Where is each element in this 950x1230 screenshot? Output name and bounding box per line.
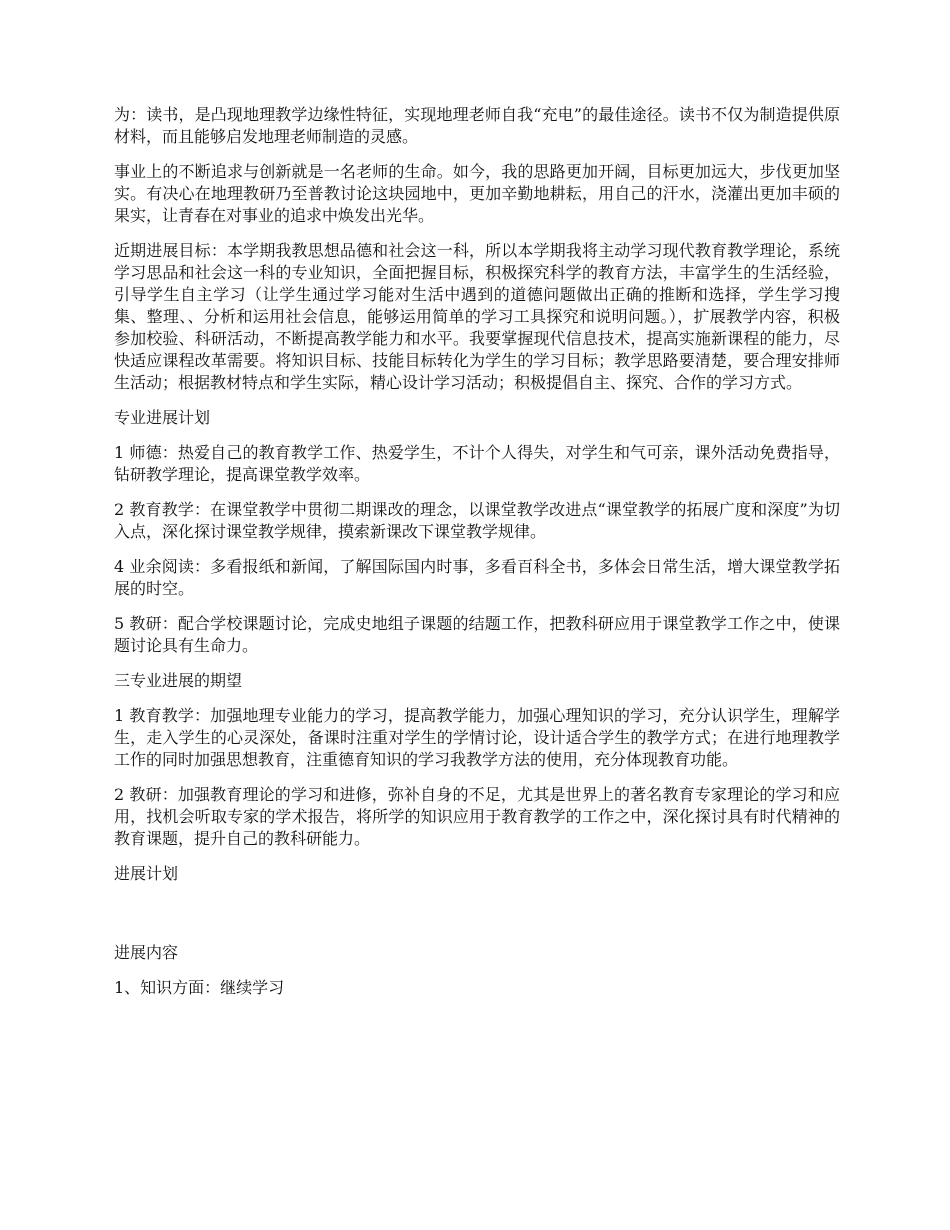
list-item-expectation-research: 2 教研：加强教育理论的学习和进修，弥补自身的不足，尤其是世界上的著名教育专家理论的学习和应用，找机会听取专家的学术报告，将所学的知识应用于教育教学的工作之中，深化探讨具有时代精神的教育课题，提升自己的教科研能力。 — [114, 785, 840, 848]
heading-expectations: 三专业进展的期望 — [114, 671, 243, 690]
document-body — [114, 104, 840, 1012]
heading-professional-plan: 专业进展计划 — [114, 408, 211, 427]
paragraph-career: 事业上的不断追求与创新就是一名老师的生命。如今，我的思路更加开阔，目标更加远大，步伐更加坚实。有决心在地理教研乃至普教讨论这块园地中，更加辛勤地耕耘，用自己的汗水，浇灌出更加丰硕的果实，让青春在对事业的追求中焕发出光华。 — [114, 162, 840, 225]
list-item-reading: 4 业余阅读：多看报纸和新闻，了解国际国内时事，多看百科全书，多体会日常生活，增大课堂教学拓展的时空。 — [114, 557, 840, 598]
list-item-expectation-teaching: 1 教育教学：加强地理专业能力的学习，提高教学能力，加强心理知识的学习，充分认识学生，理解学生，走入学生的心灵深处，备课时注重对学生的学情讨论，设计适合学生的教学方式；在进行地理教学工作的同时加强思想教育，注重德育知识的学习我教学方法的使用，充分体现教育功能。 — [114, 706, 840, 769]
heading-progress-plan: 进展计划 — [114, 864, 179, 883]
heading-progress-content: 进展内容 — [114, 943, 179, 962]
list-item-teaching: 2 教育教学：在课堂教学中贯彻二期课改的理念，以课堂教学改进点“课堂教学的拓展广度和深度”为切入点，深化探讨课堂教学规律，摸索新课改下课堂教学规律。 — [114, 500, 840, 541]
list-item-ethics: 1 师德：热爱自己的教育教学工作、热爱学生，不计个人得失，对学生和气可亲，课外活动免费指导，钻研教学理论，提高课堂教学效率。 — [114, 443, 840, 484]
paragraph-reading: 为：读书，是凸现地理教学边缘性特征，实现地理老师自我“充电”的最佳途径。读书不仅为制造提供原材料，而且能够启发地理老师制造的灵感。 — [114, 105, 840, 146]
paragraph-near-term-goals: 近期进展目标：本学期我教思想品德和社会这一科，所以本学期我将主动学习现代教育教学理论，系统学习思品和社会这一科的专业知识，全面把握目标，积极探究科学的教育方法，丰富学生的生活经验，引导学生自主学习（让学生通过学习能对生活中遇到的道德问题做出正确的推断和选择，学生学习搜集、整理、、分析和运用社会信息，能够运用简单的学习工具探究和说明问题。），扩展教学内容，积极参加校验、科研活动，不断提高教学能力和水平。我要掌握现代信息技术，提高实施新课程的能力，尽快适应课程改革需要。将知识目标、技能目标转化为学生的学习目标；教学思路要清楚，要合理安排师生活动；根据教材特点和学生实际，精心设计学习活动；积极提倡自主、探究、合作的学习方式。 — [114, 241, 840, 392]
list-item-knowledge: 1、知识方面：继续学习 — [114, 978, 285, 997]
list-item-research: 5 教研：配合学校课题讨论，完成史地组子课题的结题工作，把教科研应用于课堂教学工作之中，使课题讨论具有生命力。 — [114, 614, 840, 655]
